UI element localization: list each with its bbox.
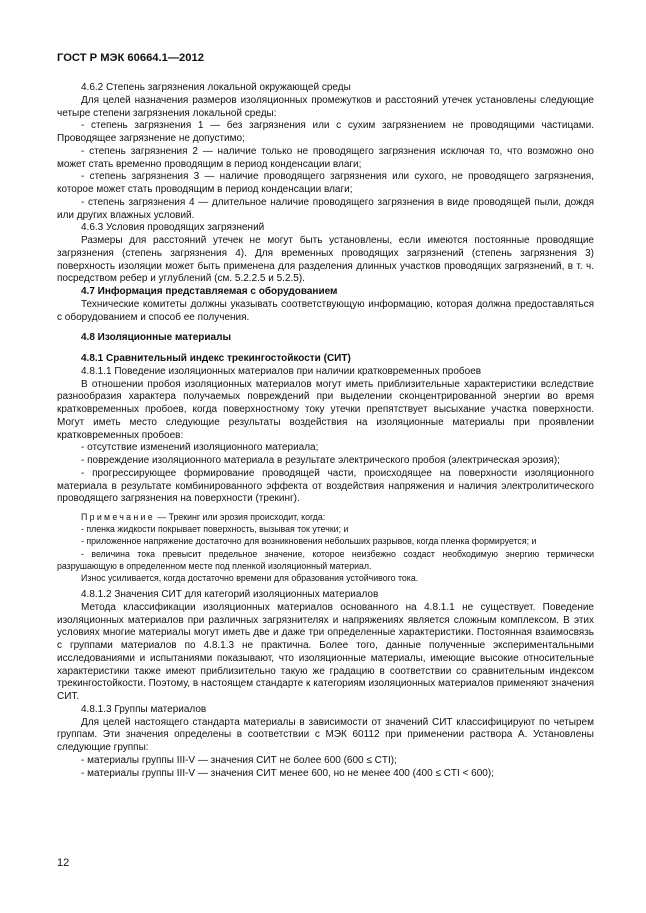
section-heading-4-6-3: 4.6.3 Условия проводящих загрязнений bbox=[81, 222, 265, 234]
list-item: - степень загрязнения 4 — длительное наличие проводящего загрязнения в виде проводящей пыли, дождя или других влажных условий. bbox=[57, 196, 594, 221]
note-item: - приложенное напряжение достаточно для возникновения небольших разрывов, когда пленка формируется; и bbox=[81, 536, 537, 547]
section-heading-4-6-2: 4.6.2 Степень загрязнения локальной окружающей среды bbox=[81, 82, 351, 93]
section-heading-4-8-1: 4.8.1 Сравнительный индекс трекингостойкости (СИТ) bbox=[81, 353, 351, 364]
note-heading bbox=[57, 511, 594, 523]
list-item: - степень загрязнения 2 — наличие только не проводящего загрязнения исключая то, что возможно оно может стать временно проводящим в период конденсации влаги; bbox=[57, 145, 594, 170]
list-item: - прогрессирующее формирование проводящей части, происходящее на поверхности изоляционного материала в результате комбинированного эффекта от воздействия напряжения и наличия электролитического проводящего загрязнения на поверхности (трекинг). bbox=[57, 467, 594, 505]
paragraph: Технические комитеты должны указывать соответствующую информацию, которая должна предоставляться с оборудованием и способ ее получения. bbox=[57, 298, 594, 323]
list-item: - материалы группы III-V — значения СИТ менее 600, но не менее 400 (400 ≤ CTI < 600); bbox=[81, 767, 494, 779]
list-item: - повреждение изоляционного материала в результате электрического пробоя (электрическая эрозия); bbox=[81, 455, 560, 466]
list-item: - степень загрязнения 1 — без загрязнения или с сухим загрязнением не проводящими частицами. Проводящее загрязнение не допустимо; bbox=[57, 120, 594, 144]
section-heading-4-8-1-3: 4.8.1.3 Группы материалов bbox=[81, 703, 207, 715]
paragraph: Для целей настоящего стандарта материалы в зависимости от значений СИТ классифицируют по четырем группам. Эти значения определены в соответствии с МЭК 60112 при применении раствора А. Установлены следующие группы: bbox=[57, 716, 594, 754]
document-header: ГОСТ Р МЭК 60664.1—2012 bbox=[57, 52, 204, 64]
list-item: - степень загрязнения 3 — наличие проводящего загрязнения или сухого, не проводящего загрязнения, которое может стать проводящим в период конденсации влаги; bbox=[57, 171, 594, 195]
note-item: Износ усиливается, когда достаточно времени для образования устойчивого тока. bbox=[81, 573, 419, 584]
paragraph: Размеры для расстояний утечек не могут быть установлены, если имеются постоянные проводящие загрязнения (степень загрязнения 4). Для временных проводящих загрязнений (степень загрязнения 3) поверхность изоляции может быть применена для разделения длинных участков проводящих загрязнений, в т. ч. посредством ребер и углублений (см. 5.2.2.5 и 5.2.5). bbox=[57, 235, 594, 285]
note-item: - величина тока превысит предельное значение, которое неизбежно создаст необходимую энергию термически разрушающую в определенном месте под пленкой изоляционный материал. bbox=[57, 548, 594, 571]
section-heading-4-8-1-1: 4.8.1.1 Поведение изоляционных материалов при наличии кратковременных пробоев bbox=[81, 365, 482, 377]
section-heading-4-7: 4.7 Информация представляемая с оборудованием bbox=[81, 286, 338, 297]
note-text: — Трекинг или эрозия происходит, когда: bbox=[154, 512, 326, 522]
list-item: - отсутствие изменений изоляционного материала; bbox=[81, 442, 319, 454]
paragraph: Метода классификации изоляционных материалов основанного на 4.8.1.1 не существует. Поведение изоляционных материалов при различных загрязнителях и напряжениях является сложным комплексом. В этих условиях многие материалы могут иметь две и даже три определенные характеристики. Постоянная взаимосвязь с группами материалов по 4.8.1.3 не практична. Более того, данные полученные экспериментальными исследованиями и испытаниями показывают, что изоляционные материалы, имеющие высокие относительные характеристики также имеют приблизительно такую же градацию в соответствии со сравнительным индексом трекингостойкости. Поэтому, в настоящем стандарте к категориям изоляционных материалов применяют значения СИТ. bbox=[57, 601, 594, 703]
note-label: Примечание bbox=[81, 512, 155, 522]
section-heading-4-8-1-2: 4.8.1.2 Значения СИТ для категорий изоляционных материалов bbox=[81, 589, 379, 601]
paragraph: В отношении пробоя изоляционных материалов могут иметь приблизительные характеристики вследствие разнообразия характера получаемых повреждений при выделении сконцентрированной энергии во время кратковременных пробоев, когда поверхностному току утечки препятствует высыхание участка поверхности. Могут иметь место следующие результаты воздействия на изоляционные материалы при проявлении кратковременных пробоев: bbox=[57, 378, 594, 441]
document-body bbox=[57, 82, 594, 780]
note-item: - пленка жидкости покрывает поверхность, вызывая ток утечки; и bbox=[81, 524, 349, 535]
section-heading-4-8: 4.8 Изоляционные материалы bbox=[81, 332, 231, 344]
page-number: 12 bbox=[57, 857, 70, 869]
paragraph: Для целей назначения размеров изоляционных промежутков и расстояний утечек установлены следующие четыре степени загрязнения локальной среды: bbox=[57, 94, 594, 119]
list-item: - материалы группы III-V — значения СИТ не более 600 (600 ≤ CTI); bbox=[81, 754, 397, 766]
